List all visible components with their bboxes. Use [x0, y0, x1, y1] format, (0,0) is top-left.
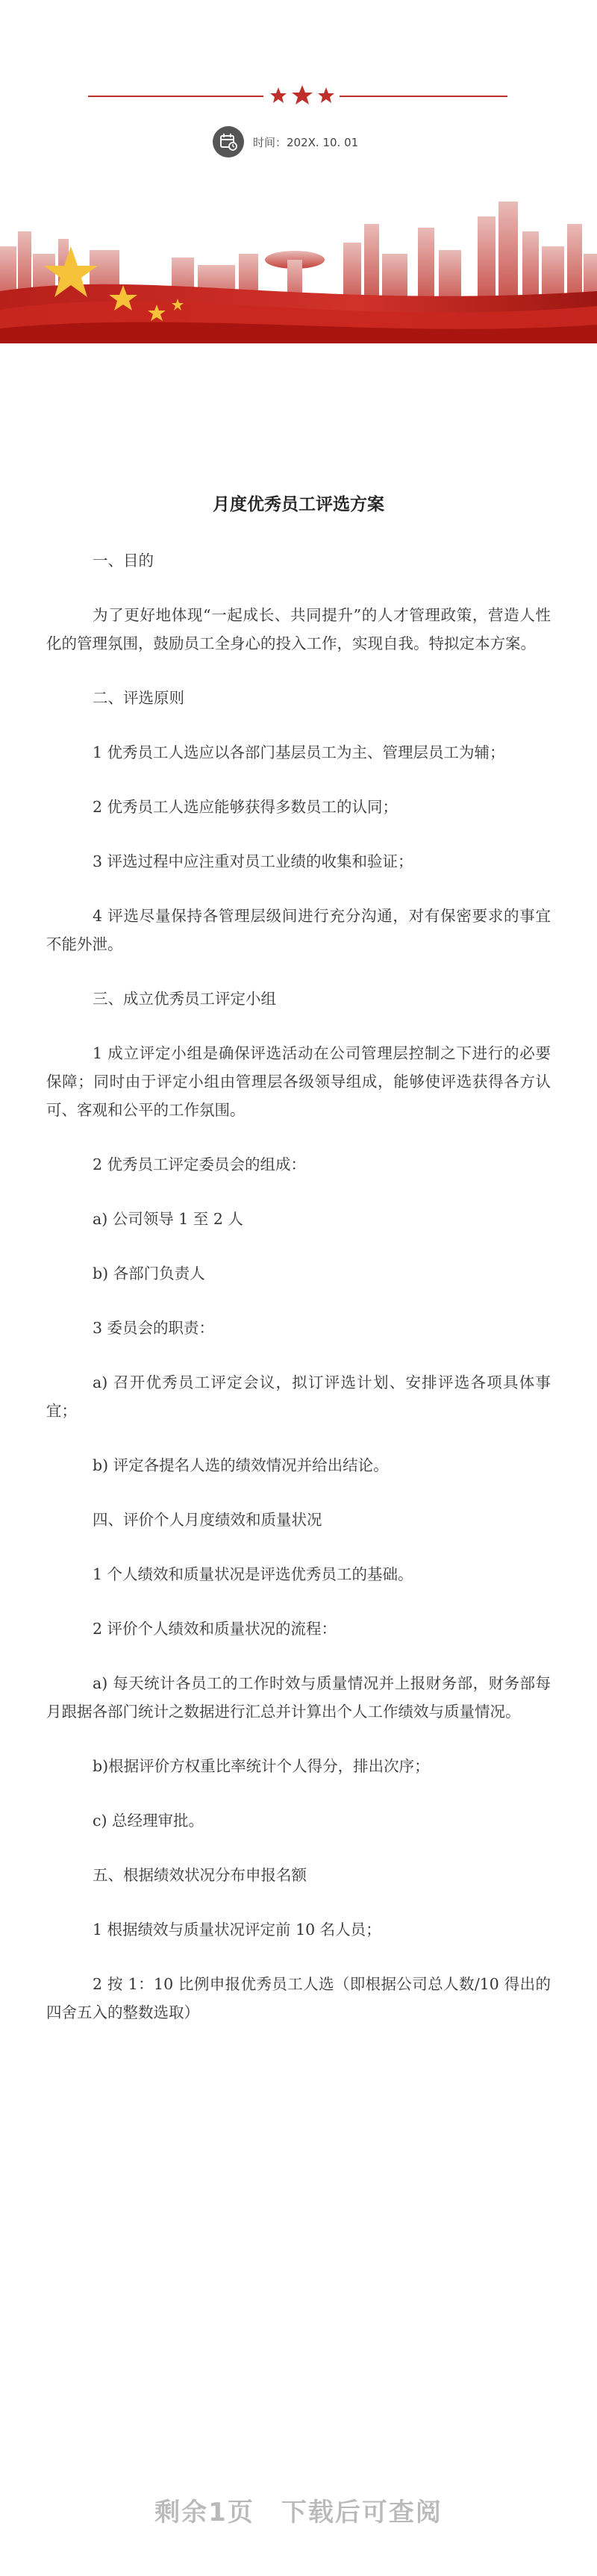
clock-calendar-icon: [213, 126, 244, 158]
paragraph: 1 根据绩效与质量状况评定前 10 名人员；: [93, 1921, 381, 1939]
star-icon: [318, 87, 334, 103]
date-row: [213, 125, 358, 158]
star-icon: [270, 87, 287, 103]
paragraph: 1 成立评定小组是确保评选活动在公司管理层控制之下进行的必要保障；同时由于评定小组由管理层各级领导组成，能够使评选获得各方认可、客观和公平的工作氛围。: [46, 1044, 551, 1119]
paragraph: c) 总经理审批。: [93, 1812, 204, 1830]
paragraph: 一、目的: [93, 552, 154, 570]
paragraph: 4 评选尽量保持各管理层级间进行充分沟通，对有保密要求的事宜不能外泄。: [46, 907, 551, 953]
paragraph: a) 每天统计各员工的工作时效与质量情况并上报财务部，财务部每月跟据各部门统计之数据进行汇总并计算出个人工作绩效与质量情况。: [46, 1674, 551, 1721]
divider-right: [340, 96, 507, 97]
paragraph: 五、根据绩效状况分布申报名额: [93, 1866, 307, 1884]
paragraph: 2 优秀员工人选应能够获得多数员工的认同；: [93, 798, 398, 816]
paragraph: b) 各部门负责人: [93, 1264, 205, 1282]
paragraph: 2 按 1：10 比例申报优秀员工人选（即根据公司总人数/10 得出的四舍五入的整数选取）: [46, 1975, 551, 2021]
paragraph: b) 评定各提名人选的绩效情况并给出结论。: [93, 1456, 389, 1474]
header: [0, 0, 597, 351]
paragraph: 二、评选原则: [93, 689, 184, 707]
paragraph: b)根据评价方权重比率统计个人得分，排出次序；: [93, 1757, 430, 1775]
paragraph: 1 个人绩效和质量状况是评选优秀员工的基础。: [93, 1565, 413, 1583]
download-prompt[interactable]: 剩余1页 下载后可查阅: [154, 2498, 443, 2527]
stars-decoration: [265, 84, 340, 106]
divider-left: [88, 96, 263, 97]
paragraph: a) 召开优秀员工评定会议，拟订评选计划、安排评选各项具体事宜；: [46, 1373, 551, 1420]
city-skyline-banner: [0, 179, 597, 343]
paragraph: 3 评选过程中应注重对员工业绩的收集和验证；: [93, 852, 413, 870]
paragraph: 三、成立优秀员工评定小组: [93, 990, 276, 1008]
paragraph: a) 公司领导 1 至 2 人: [93, 1210, 243, 1228]
paragraph: 四、评价个人月度绩效和质量状况: [93, 1511, 322, 1529]
publish-time: 时间：202X. 10. 01: [253, 135, 359, 149]
document-title: 月度优秀员工评选方案: [213, 494, 384, 514]
star-icon: [292, 85, 313, 105]
paragraph-list: [0, 546, 597, 2027]
paragraph: 2 优秀员工评定委员会的组成：: [93, 1156, 307, 1173]
document-body: [0, 478, 597, 2053]
paragraph: 1 优秀员工人选应以各部门基层员工为主、管理层员工为辅；: [93, 743, 505, 761]
paragraph: 3 委员会的职责：: [93, 1319, 215, 1337]
paragraph: 2 评价个人绩效和质量状况的流程：: [93, 1620, 337, 1638]
paragraph: 为了更好地体现“一起成长、共同提升”的人才管理政策，营造人性化的管理氛围，鼓励员工全身心的投入工作，实现自我。特拟定本方案。: [46, 606, 551, 652]
